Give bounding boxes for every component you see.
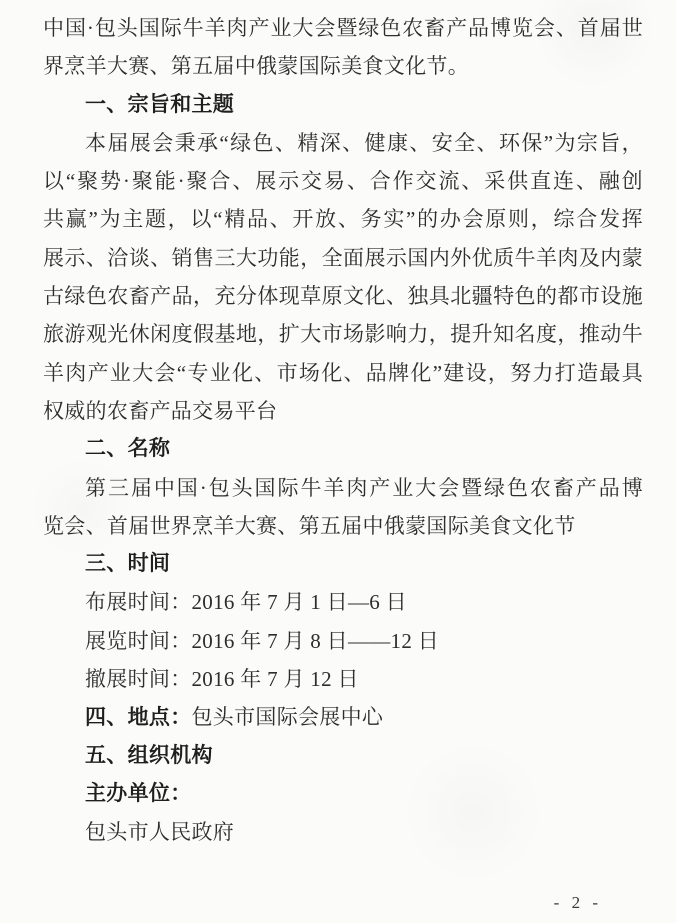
location-value: 包头市国际会展中心 bbox=[191, 705, 384, 730]
body-line: 权威的农畜产品交易平台 bbox=[43, 398, 278, 423]
body-line: 共赢”为主题，以“精品、开放、务实”的办会原则，综合发挥 bbox=[43, 207, 643, 232]
body-line: 以“聚势·聚能·聚合、展示交易、合作交流、采供直连、融创 bbox=[43, 169, 643, 194]
teardown-time-line: 撤展时间：2016 年 7 月 12 日 bbox=[85, 667, 359, 692]
location-line bbox=[43, 698, 643, 736]
body-line: 展示、洽谈、销售三大功能，全面展示国内外优质牛羊肉及内蒙 bbox=[43, 245, 643, 270]
intro-line-2: 界烹羊大赛、第五届中俄蒙国际美食文化节。 bbox=[43, 54, 469, 79]
page-number: - 2 - bbox=[553, 893, 602, 912]
heading-location: 四、地点： bbox=[85, 706, 192, 730]
intro-line-1: 中国·包头国际牛羊肉产业大会暨绿色农畜产品博览会、首届世 bbox=[43, 16, 643, 40]
heading-purpose-theme: 一、宗旨和主题 bbox=[85, 92, 235, 116]
heading-name: 二、名称 bbox=[85, 437, 171, 461]
body-line: 第三届中国·包头国际牛羊肉产业大会暨绿色农畜产品博 bbox=[85, 475, 643, 500]
body-line: 旅游观光休闲度假基地，扩大市场影响力，提升知名度，推动牛 bbox=[43, 322, 643, 347]
host-label: 主办单位： bbox=[85, 781, 192, 805]
exhibition-time-line: 展览时间：2016 年 7 月 8 日——12 日 bbox=[85, 628, 439, 653]
host-name: 包头市人民政府 bbox=[85, 820, 235, 845]
body-line: 览会、首届世界烹羊大赛、第五届中俄蒙国际美食文化节 bbox=[43, 513, 576, 538]
body-line: 本届展会秉承“绿色、精深、健康、安全、环保”为宗旨， bbox=[85, 130, 643, 155]
heading-time: 三、时间 bbox=[85, 552, 171, 576]
body-line: 羊肉产业大会“专业化、市场化、品牌化”建设，努力打造最具 bbox=[43, 360, 643, 385]
setup-time-line: 布展时间：2016 年 7 月 1 日—6 日 bbox=[85, 590, 407, 615]
body-line: 古绿色农畜产品，充分体现草原文化、独具北疆特色的都市设施 bbox=[43, 284, 643, 309]
heading-organization: 五、组织机构 bbox=[85, 743, 213, 767]
